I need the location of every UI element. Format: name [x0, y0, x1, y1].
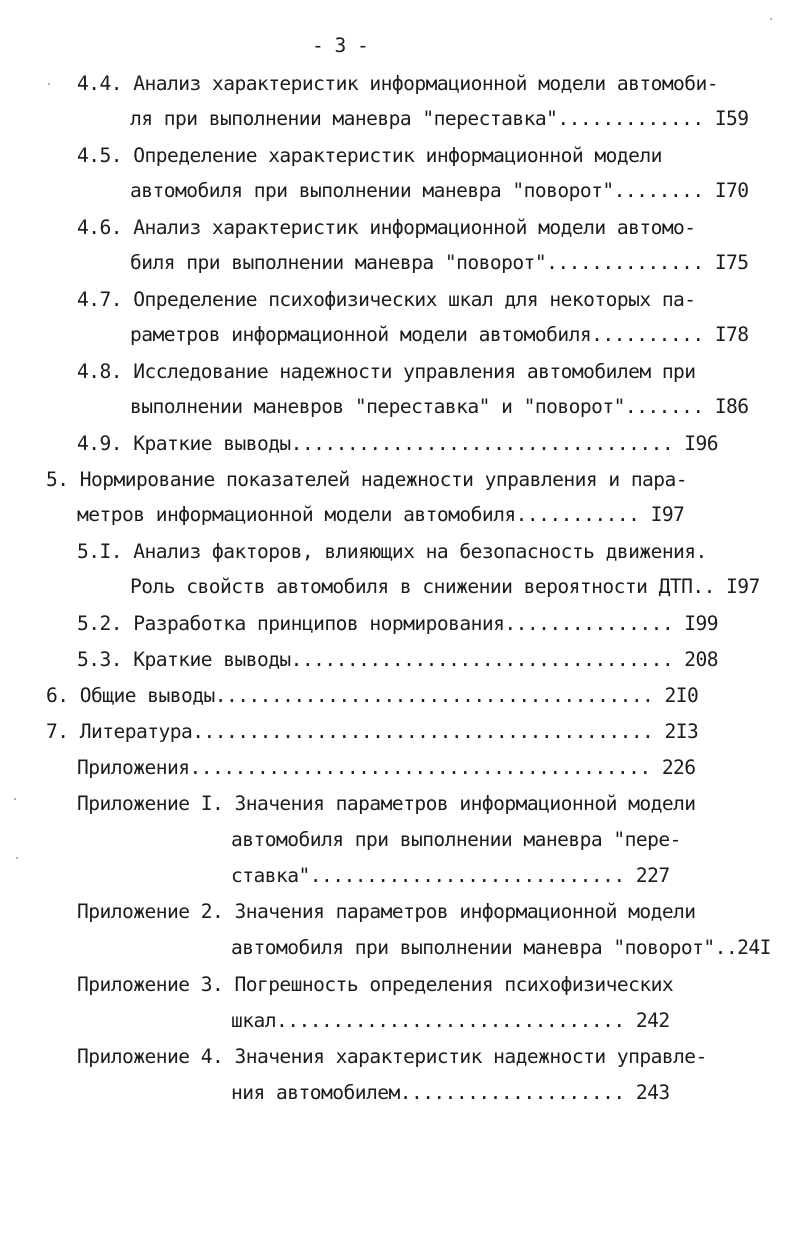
toc-line: Приложение 3. Погрешность определения психофизических	[77, 973, 674, 996]
toc-line: 4.6. Анализ характеристик информационной модели автомо-	[77, 216, 696, 239]
toc-line: 4.5. Определение характеристик информационной модели	[77, 144, 662, 167]
toc-line: Роль свойств автомобиля в снижении вероятности ДТП.. I97	[130, 575, 760, 598]
toc-line: Приложение I. Значения параметров информационной модели	[77, 792, 696, 815]
toc-line: раметров информационной модели автомобиля.......... I78	[130, 323, 749, 346]
toc-line: ставка"............................ 227	[231, 864, 670, 887]
toc-line: автомобиля при выполнении маневра "поворот"..24I	[231, 936, 771, 959]
toc-line: 5. Нормирование показателей надежности управления и пара-	[46, 468, 688, 491]
toc-line: автомобиля при выполнении маневра "пере-	[231, 828, 681, 851]
toc-line: ля при выполнении маневра "переставка"............. I59	[130, 107, 749, 130]
scan-speck	[48, 83, 50, 85]
scan-speck	[16, 857, 18, 859]
toc-line: Приложение 2. Значения параметров информационной модели	[77, 900, 696, 923]
toc-line: метров информационной модели автомобиля........... I97	[77, 503, 685, 526]
toc-line: 7. Литература......................................... 2I3	[46, 720, 699, 743]
toc-line: автомобиля при выполнении маневра "поворот"........ I70	[130, 179, 749, 202]
toc-line: 6. Общие выводы....................................... 2I0	[46, 684, 699, 707]
toc-line: 4.8. Исследование надежности управления автомобилем при	[77, 360, 696, 383]
toc-line: Приложение 4. Значения характеристик надежности управле-	[77, 1045, 707, 1068]
scan-speck	[770, 18, 772, 20]
toc-line: 4.9. Краткие выводы.................................. I96	[77, 432, 719, 455]
toc-line: 4.4. Анализ характеристик информационной модели автомоби-	[77, 72, 719, 95]
toc-line: выполнении маневров "переставка" и "поворот"....... I86	[130, 395, 749, 418]
toc-line: биля при выполнении маневра "поворот".............. I75	[130, 251, 749, 274]
toc-line: 5.I. Анализ факторов, влияющих на безопасность движения.	[77, 540, 707, 563]
toc-line: ния автомобилем.................... 243	[231, 1081, 670, 1104]
toc-line: 4.7. Определение психофизических шкал для некоторых па-	[77, 288, 696, 311]
toc-line: Приложения......................................... 226	[77, 756, 696, 779]
toc-line: 5.2. Разработка принципов нормирования............... I99	[77, 612, 719, 635]
toc-line: 5.3. Краткие выводы.................................. 208	[77, 648, 719, 671]
toc-line: шкал............................... 242	[231, 1009, 670, 1032]
page-number: - 3 -	[312, 34, 369, 57]
scan-speck	[14, 798, 16, 800]
